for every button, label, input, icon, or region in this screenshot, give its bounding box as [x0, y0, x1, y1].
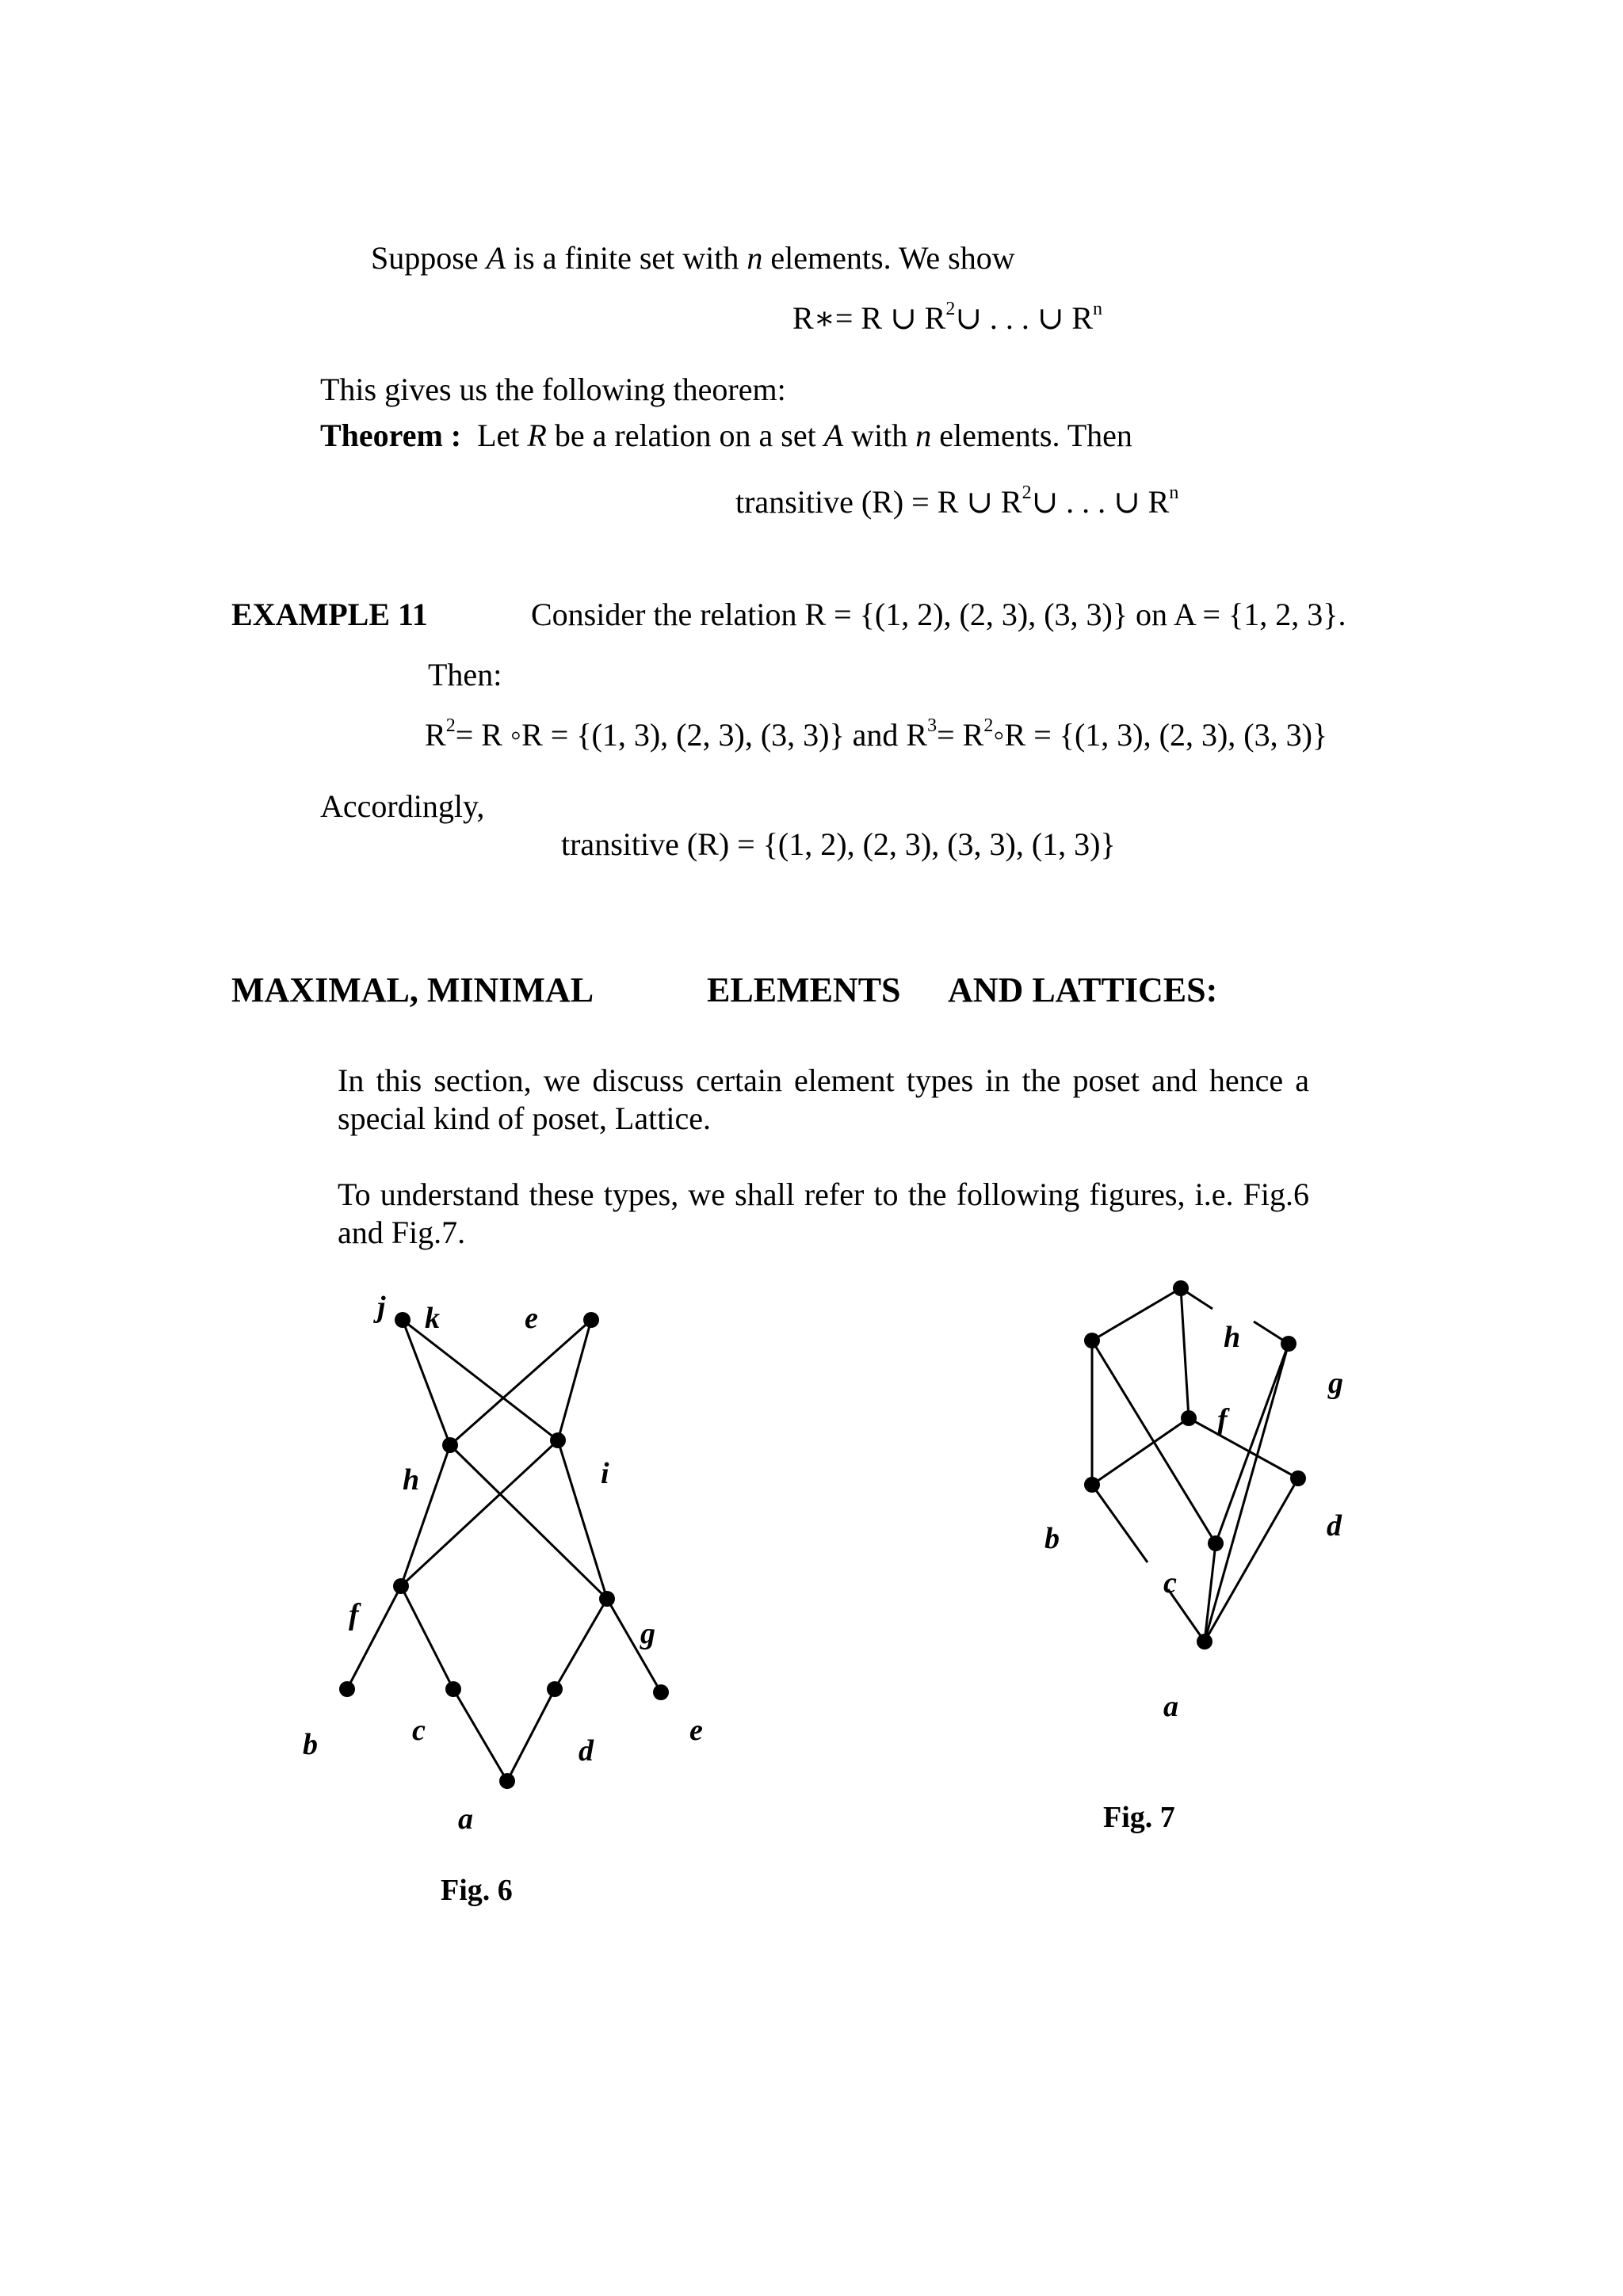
eq-part: ∪ . . . ∪ R [1031, 484, 1170, 520]
superscript: 2 [445, 715, 456, 736]
edge [1092, 1288, 1181, 1341]
label-i: i [601, 1457, 609, 1490]
edge [1205, 1344, 1289, 1642]
text: elements. We show [762, 240, 1015, 276]
text: with [843, 418, 916, 453]
text: be a relation on a set [546, 418, 824, 453]
edge [1181, 1288, 1189, 1418]
text: Suppose [371, 240, 487, 276]
var-A: A [486, 240, 506, 276]
node-a [499, 1773, 515, 1789]
eq-part: = R [937, 717, 984, 753]
label-d: d [579, 1734, 594, 1768]
superscript: 3 [927, 715, 938, 736]
node-f [393, 1578, 409, 1594]
node-top [1173, 1280, 1189, 1296]
superscript: n [1169, 482, 1179, 503]
node-d [1290, 1470, 1306, 1486]
example-label: EXAMPLE 11 [231, 597, 428, 632]
node-e [653, 1684, 669, 1700]
label-f: f [349, 1598, 359, 1631]
label-f: f [1217, 1403, 1228, 1436]
var-n: n [747, 240, 763, 276]
node-c [445, 1681, 461, 1697]
label-h: h [1224, 1321, 1241, 1354]
node-g [1281, 1336, 1296, 1352]
superscript: 2 [983, 715, 994, 736]
fig7-edges [1092, 1288, 1298, 1642]
superscript: n [1093, 299, 1103, 319]
section-heading-part-2: ELEMENTS [707, 971, 901, 1009]
var-R: R [527, 418, 547, 453]
label-g: g [640, 1617, 655, 1650]
label-d: d [1327, 1509, 1342, 1543]
text: elements. Then [931, 418, 1132, 453]
fig7-labels [1044, 1321, 1343, 1723]
label-c: c [412, 1714, 426, 1747]
label-e-top: e [525, 1302, 538, 1335]
node-d [547, 1681, 563, 1697]
section-paragraph-1: In this section, we discuss certain element types in the poset and hence a special kind of poset, Lattice. [338, 1062, 1309, 1136]
node-e-top [583, 1312, 599, 1328]
node-j [395, 1312, 411, 1328]
edge [1205, 1478, 1298, 1642]
fig6-edges [347, 1320, 661, 1781]
edge [558, 1320, 591, 1440]
edge [1092, 1485, 1148, 1562]
edge [453, 1689, 507, 1781]
theorem-intro: This gives us the following theorem: [320, 372, 786, 407]
edge [401, 1440, 558, 1586]
fig6-labels [303, 1291, 703, 1836]
example-then: Then: [428, 657, 502, 692]
node-b [339, 1681, 355, 1697]
node-i [550, 1432, 566, 1448]
label-g: g [1328, 1367, 1343, 1400]
label-b: b [303, 1728, 318, 1761]
label-j: j [377, 1291, 386, 1324]
text: Let [461, 418, 528, 453]
text: is a finite set with [506, 240, 747, 276]
eq-part: R [425, 717, 446, 753]
label-c: c [1163, 1566, 1177, 1600]
fig7-caption: Fig. 7 [1103, 1801, 1175, 1834]
label-a: a [458, 1802, 473, 1836]
section-heading-part-3: AND LATTICES: [948, 971, 1218, 1009]
label-e: e [689, 1714, 703, 1747]
fig6-caption: Fig. 6 [441, 1874, 513, 1907]
eq-part: transitive (R) = R ∪ R [735, 484, 1022, 520]
label-b: b [1044, 1522, 1060, 1555]
node-a [1197, 1634, 1212, 1650]
accordingly: Accordingly, [320, 788, 485, 824]
section-paragraph-2: To understand these types, we shall refer to the following figures, i.e. Fig.6 and Fig.7. [338, 1177, 1309, 1250]
node-f [1181, 1410, 1197, 1426]
node-c [1208, 1535, 1224, 1551]
var-n: n [915, 418, 932, 453]
node-h-left [1084, 1333, 1100, 1348]
label-k: k [425, 1302, 440, 1335]
example-text: Consider the relation R = {(1, 2), (2, 3), (3, 3)} on A = {1, 2, 3}. [531, 597, 1346, 632]
var-A: A [823, 418, 844, 453]
label-h: h [403, 1463, 420, 1497]
eq-part: ∪ . . . ∪ R [955, 300, 1094, 336]
node-h [442, 1437, 458, 1453]
eq-part: ◦R = {(1, 3), (2, 3), (3, 3)} [993, 717, 1328, 753]
node-g [599, 1591, 615, 1607]
theorem-label: Theorem : [320, 418, 462, 453]
example-result: transitive (R) = {(1, 2), (2, 3), (3, 3), (1, 3)} [561, 826, 1116, 862]
edge [450, 1320, 591, 1445]
superscript: 2 [945, 299, 956, 319]
eq-part: = R ◦R = {(1, 3), (2, 3), (3, 3)} and R [455, 717, 928, 753]
superscript: 2 [1022, 482, 1032, 503]
section-heading-part-1: MAXIMAL, MINIMAL [231, 971, 594, 1009]
edge [401, 1586, 453, 1689]
fig6-nodes [339, 1312, 669, 1789]
edge [555, 1599, 607, 1689]
eq-part: R∗= R ∪ R [792, 300, 946, 336]
label-a: a [1163, 1690, 1178, 1723]
edge [507, 1689, 555, 1781]
node-b [1084, 1477, 1100, 1493]
